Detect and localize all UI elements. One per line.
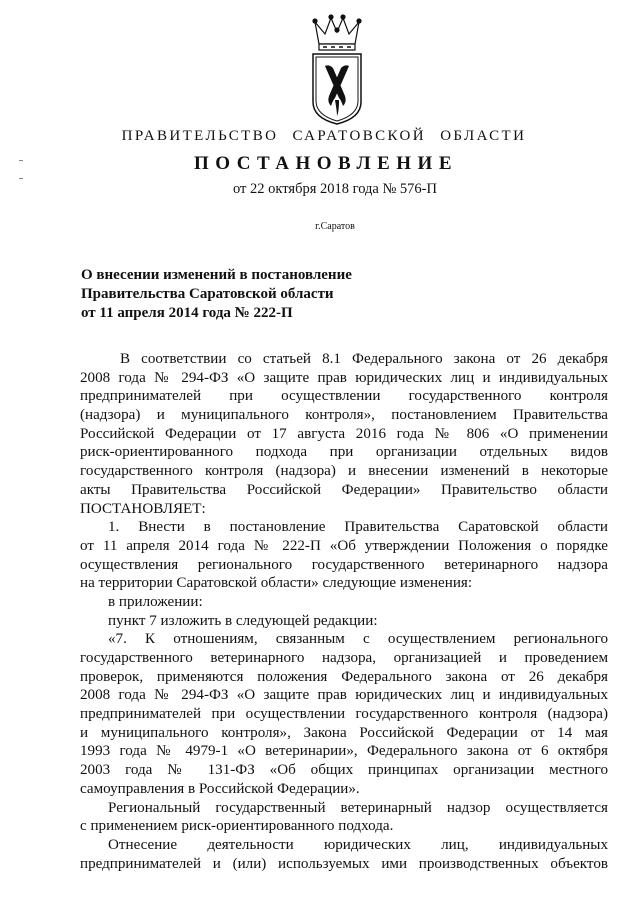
body-line: (надзора) и муниципального контроля», постановлением Правительства (80, 407, 608, 424)
body-line: В соответствии со статьей 8.1 Федерального закона от 26 декабря (120, 351, 608, 367)
body-line: 1. Внести в постановление Правительства Саратовской области (108, 519, 608, 536)
saratov-coat-of-arms-icon (305, 14, 369, 126)
body-line: предпринимателей при осуществлении государственного контроля (80, 388, 608, 405)
margin-mark (19, 160, 23, 161)
body-line: предпринимателей при осуществлении государственного контроля (надзора) (80, 706, 608, 723)
body-line: Российской Федерации от 17 августа 2016 года № 806 «О применении (80, 425, 608, 442)
body-line: 2008 года № 294-ФЗ «О защите прав юридических лиц и индивидуальных (80, 687, 608, 704)
body-line: от 11 апреля 2014 года № 222-П «Об утверждении Положения о порядке (80, 537, 608, 554)
document-date-number: от 22 октября 2018 года № 576-П (233, 181, 437, 197)
body-line: государственного ветеринарного надзора, организацией и проведением (80, 650, 608, 666)
document-subject (81, 266, 352, 323)
body-line: на территории Саратовской области» следующие изменения: (80, 575, 473, 592)
subject-line: от 11 апреля 2014 года № 222-П (81, 305, 293, 321)
body-line: Региональный государственный ветеринарный надзор осуществляется (108, 799, 608, 816)
document-city: г.Саратов (315, 221, 355, 232)
government-word-3: ОБЛАСТИ (440, 128, 527, 144)
body-line: акты Правительства Российской Федерации» Правительство области (80, 481, 608, 498)
body-line: проверок, применяются положения Федерального закона от 26 декабря (80, 668, 608, 685)
body-line: риск-ориентированного подхода при организации отдельных видов (80, 444, 608, 461)
body-line: государственного контроля (надзора) и внесении изменений в некоторые (80, 463, 608, 480)
body-line: предпринимателей и (или) используемых ими производственных объектов (80, 855, 608, 872)
body-line: осуществления регионального государственного ветеринарного надзора (80, 556, 608, 573)
body-line: Отнесение деятельности юридических лиц, индивидуальных (108, 836, 608, 853)
body-line: пункт 7 изложить в следующей редакции: (108, 612, 378, 629)
document-type-title: ПОСТАНОВЛЕНИЕ (193, 153, 459, 174)
government-word-2: САРАТОВСКОЙ (292, 128, 427, 144)
body-line: в приложении: (108, 593, 203, 610)
body-line: ПОСТАНОВЛЯЕТ: (80, 500, 206, 517)
government-word-1: ПРАВИТЕЛЬСТВО (121, 128, 279, 144)
body-line: и муниципального контроля», Закона Российской Федерации от 14 мая (80, 724, 608, 741)
document-body (80, 350, 608, 873)
body-line: 2003 года № 131-ФЗ «Об общих принципах организации местного (80, 762, 608, 779)
margin-mark (19, 178, 23, 179)
body-line: 1993 года № 4979-1 «О ветеринарии», Федерального закона от 6 октября (80, 743, 608, 760)
body-line: 2008 года № 294-ФЗ «О защите прав юридических лиц и индивидуальных (80, 369, 608, 386)
subject-line: Правительства Саратовской области (81, 286, 334, 302)
body-line: с применением риск-ориентированного подхода. (80, 818, 394, 835)
government-name (0, 128, 640, 145)
body-line: самоуправления в Российской Федерации». (80, 780, 360, 797)
body-line: «7. К отношениям, связанным с осуществлением регионального (108, 631, 608, 648)
subject-line: О внесении изменений в постановление (81, 267, 352, 283)
